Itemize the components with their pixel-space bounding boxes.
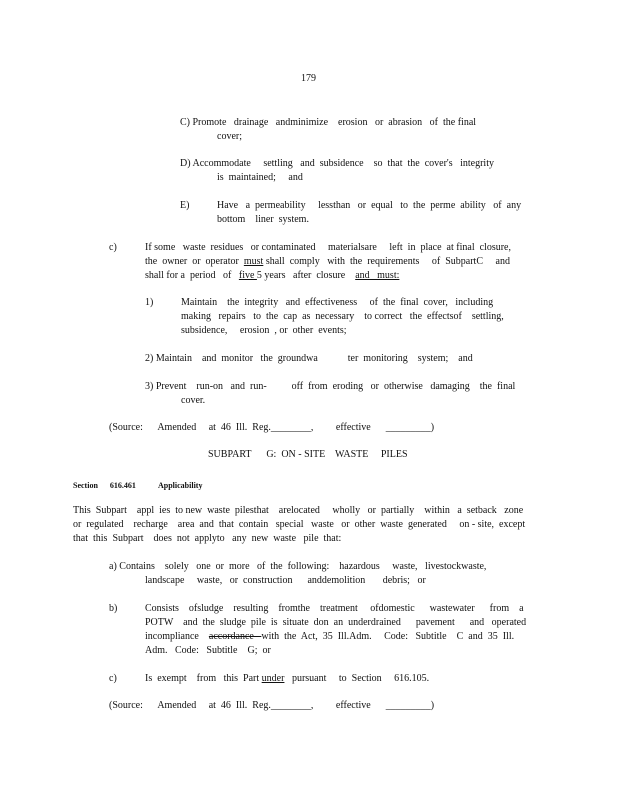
item-label: 1) <box>145 297 154 308</box>
section-number: Section 616.461 <box>73 481 136 490</box>
text-span: ) <box>430 422 435 433</box>
text-span: (Source: Amended at 46 Ill. Reg. <box>109 700 271 711</box>
list-item <box>180 157 494 185</box>
text-span: (Source: Amended at 46 Ill. Reg. <box>109 422 271 433</box>
text-span: pursuant to Section 616.105. <box>284 673 430 684</box>
deleted-text: accordance <box>208 631 262 642</box>
item-text: POTW and the sludge pile is situate don an underdrained pavement and operated <box>145 617 527 628</box>
inserted-text: under <box>261 673 285 684</box>
item-label: c) <box>109 673 117 684</box>
item-label: C) <box>180 117 190 128</box>
text-span: , effective <box>310 422 386 433</box>
item-label: E) <box>180 200 190 211</box>
blank-line: ________ <box>270 422 311 433</box>
page-number: 179 <box>301 73 316 84</box>
inserted-text: must <box>243 256 264 267</box>
text-line <box>145 269 511 283</box>
source-note <box>109 421 434 435</box>
text-span: 5 years after closure <box>256 270 356 281</box>
text-line: that this Subpart does not applyto any new waste pile that: <box>73 533 342 544</box>
text-line: If some waste residues or contaminated materialsare left in place at final closure, <box>145 242 511 253</box>
text-span: the owner or operator <box>145 256 244 267</box>
item-text: landscape waste, or construction anddemolition debris; or <box>145 575 426 586</box>
item-label: a) <box>109 561 117 572</box>
item-text: Accommodate settling and subsidence so that the cover's integrity <box>192 158 494 169</box>
item-text: Maintain and monitor the groundwa ter monitoring system; and <box>155 353 473 364</box>
text-span: with the Act, 35 Ill.Adm. Code: Subtitle C and 35 Ill. <box>261 631 515 642</box>
text-span: ) <box>430 700 435 711</box>
item-label: D) <box>180 158 191 169</box>
item-text: cover. <box>181 395 206 406</box>
list-item <box>145 352 473 366</box>
item-text: Promote drainage andminimize erosion or abrasion of the final <box>192 117 477 128</box>
item-label: 3) <box>145 381 154 392</box>
text-span: shall comply with the requirements of SubpartC and <box>263 256 510 267</box>
item-text: subsidence, erosion , or other events; <box>181 325 347 336</box>
list-item <box>109 560 486 588</box>
para-c-text <box>145 241 511 283</box>
item-text: Consists ofsludge resulting fromthe treatment ofdomestic wastewater from a <box>145 603 524 614</box>
item-text: cover; <box>217 131 242 142</box>
list-item <box>145 380 515 408</box>
section-title: Applicability <box>158 481 203 490</box>
text-span: , effective <box>310 700 386 711</box>
item-text: Maintain the integrity and effectiveness of the final cover, including <box>181 297 494 308</box>
inserted-text: and must: <box>355 270 400 281</box>
item-text: Prevent run-on and run- off from eroding or otherwise damaging the final <box>155 381 516 392</box>
list-item <box>145 672 429 686</box>
text-span: Is exempt from this Part <box>145 673 262 684</box>
item-text: Contains solely one or more of the following: hazardous waste, livestockwaste, <box>119 561 487 572</box>
list-item <box>145 296 504 338</box>
list-item <box>145 602 526 658</box>
text-line <box>145 255 511 269</box>
blank-line: _________ <box>385 700 431 711</box>
list-item <box>180 199 521 227</box>
inserted-text: five <box>238 270 257 281</box>
text-span: shall for a period of <box>145 270 239 281</box>
item-label: 2) <box>145 353 154 364</box>
item-text: bottom liner system. <box>217 214 309 225</box>
para-c-label: c) <box>109 242 117 253</box>
item-text: is maintained; and <box>217 172 303 183</box>
item-text <box>145 630 526 644</box>
item-text: making repairs to the cap as necessary to correct the effectsof settling, <box>181 311 504 322</box>
text-line: or regulated recharge area and that contain special waste or other waste generated on - site, except <box>73 519 526 530</box>
subpart-heading: SUBPART G: ON - SITE WASTE PILES <box>208 449 408 460</box>
item-label: b) <box>109 603 118 614</box>
intro-paragraph <box>73 504 525 546</box>
blank-line: ________ <box>270 700 311 711</box>
item-text: Adm. Code: Subtitle G; or <box>145 645 271 656</box>
text-span: incompliance <box>145 631 209 642</box>
list-item <box>180 116 476 144</box>
item-text: Have a permeability lessthan or equal to the perme ability of any <box>217 200 522 211</box>
text-line: This Subpart appl ies to new waste pilesthat arelocated wholly or partially within a setback zone <box>73 505 524 516</box>
blank-line: _________ <box>385 422 431 433</box>
source-note <box>109 699 434 713</box>
